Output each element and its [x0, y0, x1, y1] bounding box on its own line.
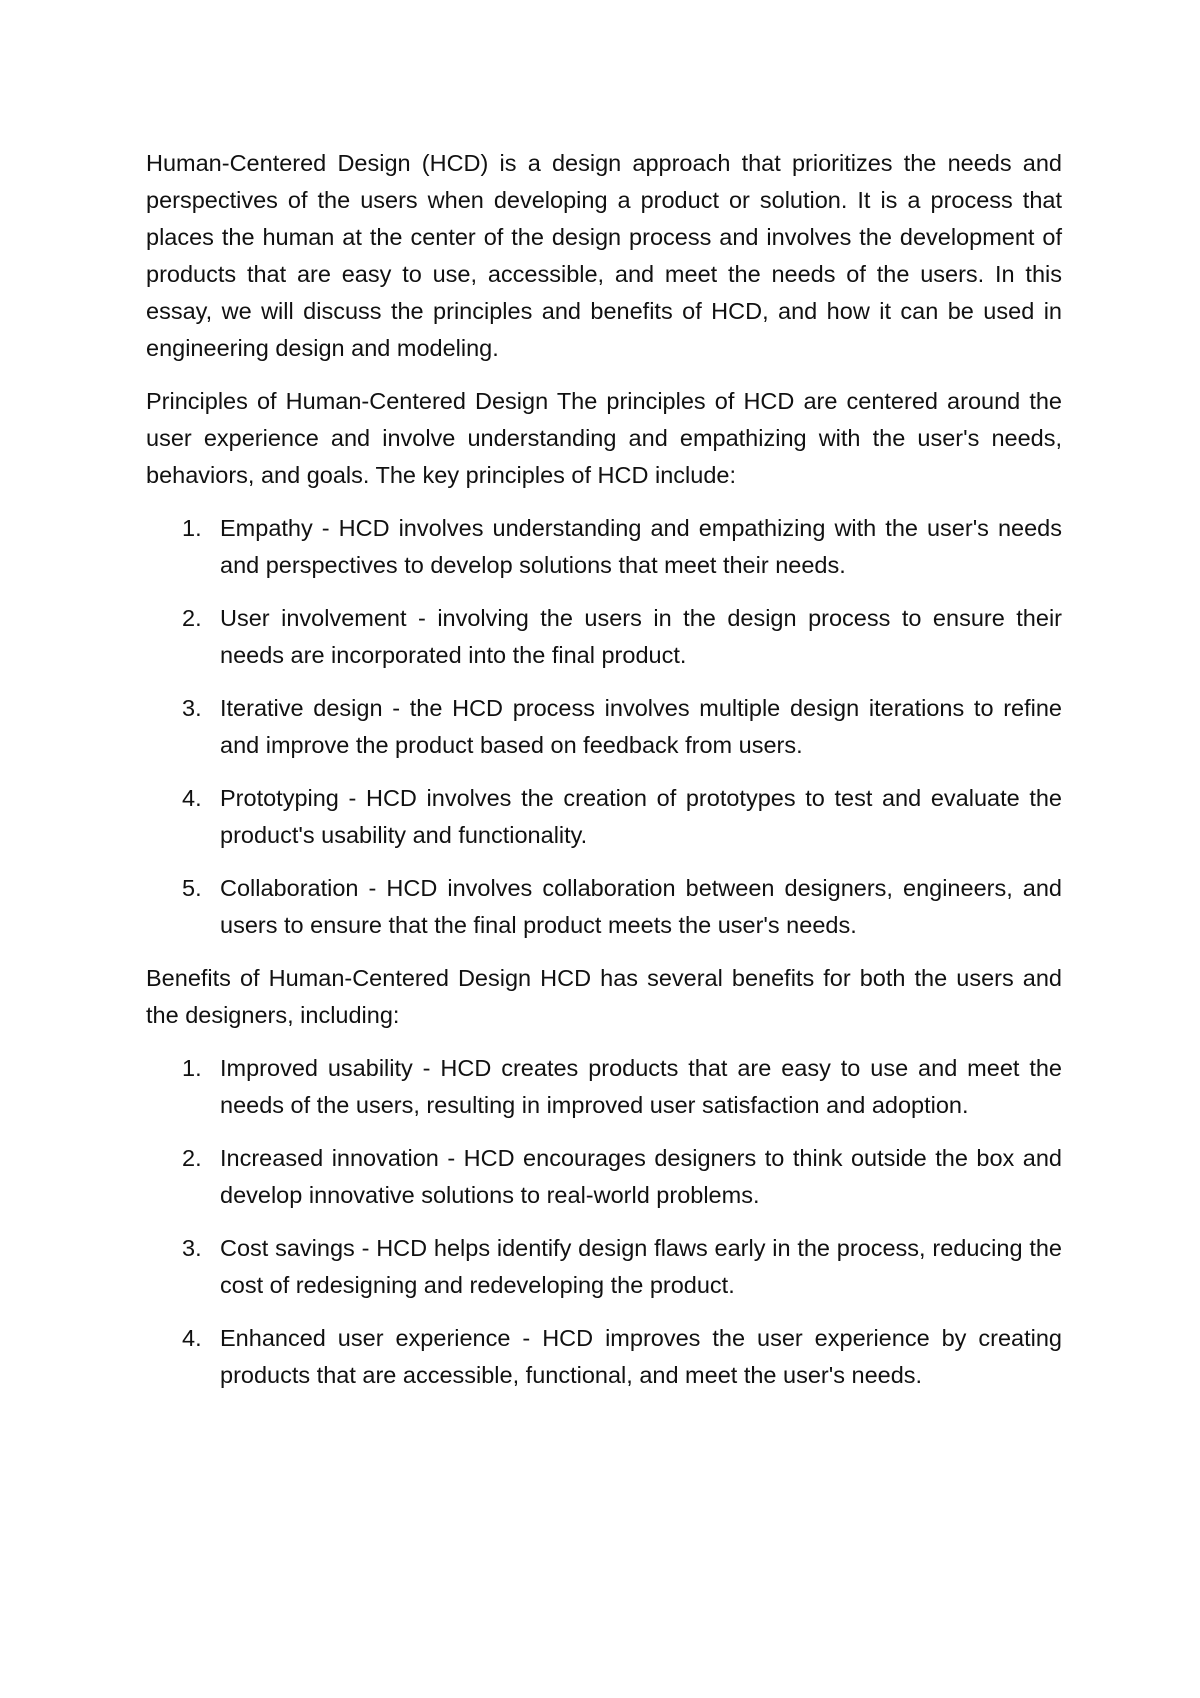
principles-intro-paragraph: Principles of Human-Centered Design The principles of HCD are centered around the user experience and involve understanding and empathizing with the user's needs, behaviors, and goals. The key principles of HCD include:	[146, 388, 1062, 488]
list-item-number: 1.	[182, 515, 202, 541]
list-item-number: 4.	[182, 785, 202, 811]
list-item-text: Collaboration - HCD involves collaboration between designers, engineers, and users to ensure that the final product meets the user's needs.	[220, 875, 1062, 938]
list-item-text: Iterative design - the HCD process involves multiple design iterations to refine and improve the product based on feedback from users.	[220, 695, 1062, 758]
list-item-text: Empathy - HCD involves understanding and empathizing with the user's needs and perspectives to develop solutions that meet their needs.	[220, 515, 1062, 578]
intro-paragraph: Human-Centered Design (HCD) is a design approach that prioritizes the needs and perspectives of the users when developing a product or solution. It is a process that places the human at the center of the design process and involves the development of products that are easy to use, accessible, and meet the needs of the users. In this essay, we will discuss the principles and benefits of HCD, and how it can be used in engineering design and modeling.	[146, 150, 1062, 361]
list-item	[182, 870, 1062, 944]
list-item-text: User involvement - involving the users in the design process to ensure their needs are incorporated into the final product.	[220, 605, 1062, 668]
principles-list	[146, 510, 1062, 944]
list-item	[182, 690, 1062, 764]
list-item-number: 2.	[182, 605, 202, 631]
list-item	[182, 1050, 1062, 1124]
list-item-number: 1.	[182, 1055, 202, 1081]
benefits-intro-paragraph: Benefits of Human-Centered Design HCD has several benefits for both the users and the designers, including:	[146, 965, 1062, 1028]
list-item	[182, 510, 1062, 584]
list-item	[182, 1320, 1062, 1394]
list-item	[182, 600, 1062, 674]
list-item-number: 5.	[182, 875, 202, 901]
document-page	[146, 145, 1062, 1410]
list-item	[182, 780, 1062, 854]
list-item-text: Prototyping - HCD involves the creation of prototypes to test and evaluate the product's usability and functionality.	[220, 785, 1062, 848]
list-item-text: Enhanced user experience - HCD improves the user experience by creating products that are accessible, functional, and meet the user's needs.	[220, 1325, 1062, 1388]
list-item	[182, 1140, 1062, 1214]
list-item-number: 3.	[182, 1235, 202, 1261]
list-item-text: Cost savings - HCD helps identify design flaws early in the process, reducing the cost of redesigning and redeveloping the product.	[220, 1235, 1062, 1298]
list-item-text: Improved usability - HCD creates products that are easy to use and meet the needs of the users, resulting in improved user satisfaction and adoption.	[220, 1055, 1062, 1118]
list-item-number: 3.	[182, 695, 202, 721]
benefits-list	[146, 1050, 1062, 1394]
list-item-number: 4.	[182, 1325, 202, 1351]
list-item-text: Increased innovation - HCD encourages designers to think outside the box and develop innovative solutions to real-world problems.	[220, 1145, 1062, 1208]
list-item	[182, 1230, 1062, 1304]
list-item-number: 2.	[182, 1145, 202, 1171]
